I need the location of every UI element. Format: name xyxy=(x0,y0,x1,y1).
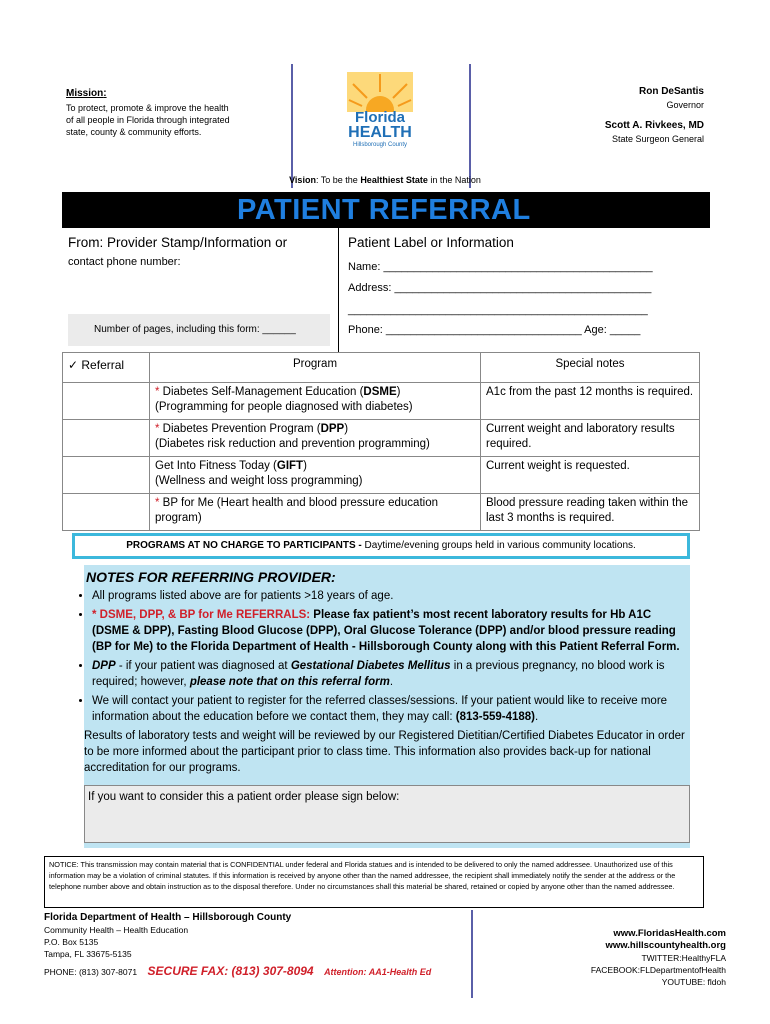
from-section xyxy=(62,228,339,352)
referral-checkbox-bp[interactable] xyxy=(63,494,150,531)
program-cell: * Diabetes Prevention Program (DPP) (Diabetes risk reduction and prevention programming) xyxy=(150,420,481,457)
program-cell: Get Into Fitness Today (GIFT) (Wellness and weight loss programming) xyxy=(150,457,481,494)
signature-box[interactable] xyxy=(84,785,690,843)
no-charge-banner: PROGRAMS AT NO CHARGE TO PARTICIPANTS - Daytime/evening groups held in various community locations. xyxy=(72,533,690,559)
programs-table xyxy=(62,352,700,531)
county-website-link[interactable]: www.hillscountyhealth.org xyxy=(605,940,726,951)
confidentiality-notice: NOTICE: This transmission may contain material that is CONFIDENTIAL under federal and Florida statues and is intended to be delivered to only the named addressee. Unauthorized use of this information may be a violation of criminal statutes. If this information is received by anyone other than the named addressee, the recipient shall immediately notify the sender at the address or the telephone number above and obtain instruction as to the disposal therefore. Under no circumstances shall this material be shared, retained or copied by anyone other than the named addressee. xyxy=(44,856,704,908)
footer-fax: SECURE FAX: (813) 307-8094 xyxy=(147,964,314,978)
table-header-row xyxy=(63,353,700,383)
youtube-link[interactable]: YOUTUBE: fldoh xyxy=(661,977,726,987)
notes-column-header: Special notes xyxy=(481,353,700,383)
facebook-link[interactable]: FACEBOOK:FLDepartmentofHealth xyxy=(590,965,726,975)
list-item: • All programs listed above are for patients >18 years of age. xyxy=(92,588,690,604)
program-cell: * Diabetes Self-Management Education (DSME) (Programming for people diagnosed with diabetes) xyxy=(150,383,481,420)
pages-count-box[interactable]: Number of pages, including this form: ______ xyxy=(68,314,330,346)
patient-name-field[interactable]: Name: ____________________________________________ xyxy=(348,261,653,273)
title-bar xyxy=(62,192,710,228)
notes-heading: NOTES FOR REFERRING PROVIDER: xyxy=(86,569,336,585)
patient-phone-age-field[interactable]: Phone: ________________________________ Age: _____ xyxy=(348,324,641,336)
mission-block: Mission: To protect, promote & improve the health of all people in Florida through integrated state, county & community efforts. xyxy=(66,88,236,138)
referral-checkbox-gift[interactable] xyxy=(63,457,150,494)
mission-text: To protect, promote & improve the health of all people in Florida through integrated state, county & community efforts. xyxy=(66,103,230,137)
notes-section xyxy=(84,565,690,848)
patient-section xyxy=(340,228,700,352)
from-heading: From: Provider Stamp/Information or xyxy=(68,235,288,250)
footer-phone: PHONE: (813) 307-8071 xyxy=(44,967,138,977)
special-note-cell: Blood pressure reading taken within the last 3 months is required. xyxy=(481,494,700,531)
mission-label: Mission xyxy=(66,88,104,99)
list-item: • DPP - if your patient was diagnosed at Gestational Diabetes Mellitus in a previous pregnancy, no blood work is required; however, please note that on this referral form. xyxy=(92,658,690,690)
table-row xyxy=(63,457,700,494)
footer-address: Florida Department of Health – Hillsborough County Community Health – Health Education P.O. Box 5135 Tampa, FL 33675-5135 xyxy=(44,912,292,959)
footer-divider xyxy=(471,910,473,998)
referral-checkbox-dsme[interactable] xyxy=(63,383,150,420)
surgeon-name: Scott A. Rivkees, MD xyxy=(604,120,704,131)
notes-list xyxy=(68,588,690,725)
governor-name: Ron DeSantis xyxy=(638,86,704,97)
footer-web xyxy=(591,928,726,988)
surgeon-title: State Surgeon General xyxy=(611,134,704,144)
referral-column-header: ✓ Referral xyxy=(63,353,150,383)
website-link[interactable]: www.FloridasHealth.com xyxy=(613,928,726,939)
page-title: PATIENT REFERRAL xyxy=(237,194,531,226)
twitter-link[interactable]: TWITTER:HealthyFLA xyxy=(641,953,726,963)
table-row xyxy=(63,383,700,420)
program-column-header: Program xyxy=(150,353,481,383)
vision-line: Vision: To be the Healthiest State in the Nation xyxy=(289,175,481,185)
footer-attention: Attention: AA1-Health Ed xyxy=(324,967,432,977)
special-note-cell: Current weight and laboratory results required. xyxy=(481,420,700,457)
officials-block xyxy=(605,86,704,144)
program-cell: * BP for Me (Heart health and blood pressure education program) xyxy=(150,494,481,531)
sun-icon xyxy=(347,72,413,112)
patient-address-field[interactable]: Address: __________________________________________ xyxy=(348,282,652,294)
florida-health-logo: Florida HEALTH Hillsborough County xyxy=(347,72,413,162)
patient-heading: Patient Label or Information xyxy=(348,235,514,250)
header-divider-right xyxy=(469,64,471,188)
notes-paragraph: Results of laboratory tests and weight will be reviewed by our Registered Dietitian/Certified Diabetes Educator in order to be more informed about the participant prior to class time. This information also provides back-up for national accreditation for our programs. xyxy=(84,730,685,774)
list-item: • We will contact your patient to register for the referred classes/sessions. If your patient would like to receive more information about the education before we contact them, they may call: (813-559-4188). xyxy=(92,693,690,725)
referral-checkbox-dpp[interactable] xyxy=(63,420,150,457)
signature-label: If you want to consider this a patient order please sign below: xyxy=(88,791,400,803)
governor-title: Governor xyxy=(666,100,704,110)
table-row xyxy=(63,494,700,531)
footer-org: Florida Department of Health – Hillsborough County xyxy=(44,912,292,923)
footer-contact-line xyxy=(44,962,431,980)
header-divider-left xyxy=(291,64,293,188)
special-note-cell: A1c from the past 12 months is required. xyxy=(481,383,700,420)
table-row xyxy=(63,420,700,457)
patient-address-line2[interactable]: _________________________________________________ xyxy=(348,304,648,316)
list-item: • * DSME, DPP, & BP for Me REFERRALS: Please fax patient’s most recent laboratory results for Hb A1C (DSME & DPP), Fasting Blood Glucose (DPP), Oral Glucose Tolerance (DPP) and/or blood pressure reading (BP for Me) to the Florida Department of Health - Hillsborough County along with this Patient Referral Form. xyxy=(92,607,690,655)
special-note-cell: Current weight is requested. xyxy=(481,457,700,494)
from-subheading: contact phone number: xyxy=(68,256,181,268)
